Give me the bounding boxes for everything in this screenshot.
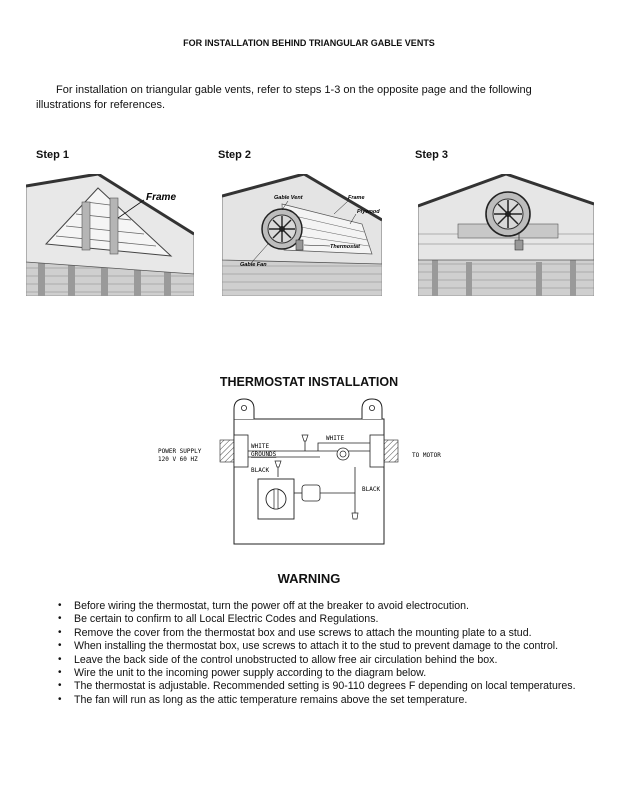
step-2-plywood-callout: Plywood: [357, 209, 380, 215]
warning-item: • Be certain to confirm to all Local Electric Codes and Regulations.: [60, 613, 590, 626]
step-3-label: Step 3: [415, 149, 449, 161]
power-supply-voltage-label: 120 V 60 HZ: [158, 456, 198, 463]
warning-item: • Before wiring the thermostat, turn the power off at the breaker to avoid electrocution.: [60, 600, 590, 613]
thermostat-wiring-diagram: [150, 395, 470, 547]
intro-paragraph: For installation on triangular gable vents, refer to steps 1-3 on the opposite page and the following illustrations for references.: [36, 84, 532, 111]
grounds-label: GROUNDS: [251, 451, 277, 458]
to-motor-label: TO MOTOR: [412, 452, 441, 459]
warning-item: • The fan will run as long as the attic temperature remains above the set temperature.: [60, 694, 590, 707]
wire-nut-bottom: [352, 513, 358, 519]
conduit-right: [384, 440, 398, 462]
step-2-frame-callout: Frame: [348, 195, 365, 201]
warning-item: • The thermostat is adjustable. Recommended setting is 90-110 degrees F depending on local temperatures.: [60, 680, 590, 693]
step-2-label: Step 2: [218, 149, 252, 161]
warning-item: • Wire the unit to the incoming power supply according to the diagram below.: [60, 667, 590, 680]
document-title: FOR INSTALLATION BEHIND TRIANGULAR GABLE VENTS: [183, 38, 435, 48]
warning-item: • When installing the thermostat box, use screws to attach it to the stud to prevent damage to the control.: [60, 640, 590, 653]
warning-section: [0, 571, 618, 706]
conduit-left: [220, 440, 234, 462]
power-supply-label: POWER SUPPLY: [158, 448, 202, 455]
white-wire-label-left: WHITE: [251, 443, 270, 450]
thermostat-installation-title: THERMOSTAT INSTALLATION: [219, 375, 399, 389]
step-2-gable-vent-callout: Gable Vent: [274, 195, 303, 201]
step-2-illustration: [222, 174, 382, 296]
warning-item: • Remove the cover from the thermostat box and use screws to attach the mounting plate to a stud.: [60, 627, 590, 640]
black-wire-label-left: BLACK: [251, 467, 270, 474]
warning-list: [60, 600, 590, 707]
white-wire-label-top: WHITE: [326, 435, 345, 442]
warning-title: WARNING: [277, 571, 341, 586]
step-2-gable-fan-callout: Gable Fan: [240, 262, 267, 268]
thermostat-sensor: [302, 485, 320, 501]
warning-item: • Leave the back side of the control unobstructed to allow free air circulation behind the box.: [60, 654, 590, 667]
step-1-frame-callout: Frame: [146, 192, 177, 203]
step-3-illustration: [418, 174, 594, 296]
black-wire-label-right: BLACK: [362, 486, 381, 493]
step-1-illustration: [26, 174, 194, 296]
step-1-label: Step 1: [36, 149, 70, 161]
step-2-thermostat-callout: Thermostat: [330, 244, 360, 250]
